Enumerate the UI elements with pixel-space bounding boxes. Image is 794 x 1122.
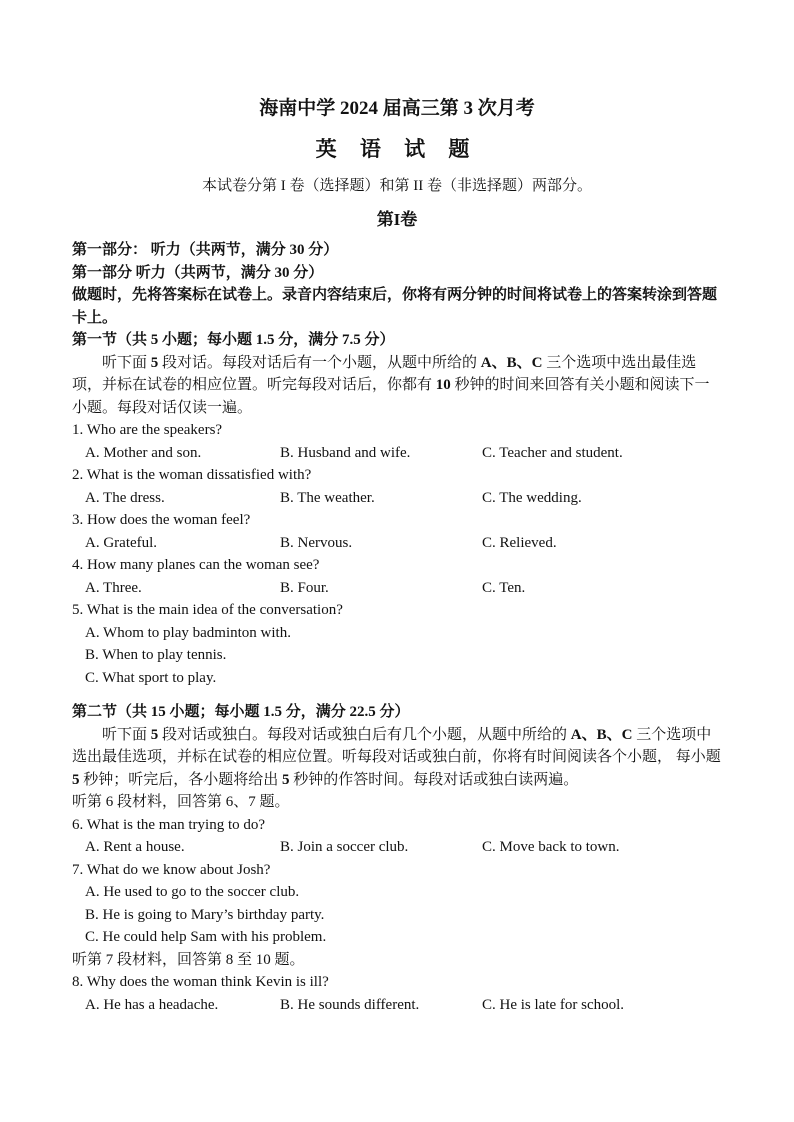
options-group xyxy=(72,836,722,859)
question-block xyxy=(72,814,722,859)
options-group xyxy=(72,994,722,1017)
option-item: A. Rent a house. xyxy=(85,839,185,855)
instruction-segment: 秒钟的时间来回答有关小题和阅读下一小题。每段对话仅读一遍。 xyxy=(72,377,710,416)
question-text: 5. What is the main idea of the conversation? xyxy=(72,602,343,618)
options-group xyxy=(72,881,722,949)
instruction-segment: 听下面 xyxy=(102,354,151,371)
material-cue-line: 听第 6 段材料，回答第 6、7 题。 xyxy=(72,794,290,810)
options-group xyxy=(72,487,722,510)
option-item: A. He has a headache. xyxy=(85,996,219,1013)
question-block xyxy=(72,971,722,1016)
question-text: 4. How many planes can the woman see? xyxy=(72,557,320,573)
material-cue-line: 听第 7 段材料，回答第 8 至 10 题。 xyxy=(72,951,305,968)
question-text: 1. Who are the speakers? xyxy=(72,422,223,438)
option-item: A. Three. xyxy=(85,579,142,596)
section-heading: 第二节（共 15 小题；每小题 1.5 分，满分 22.5 分） xyxy=(72,704,410,720)
question-block xyxy=(72,859,722,949)
option-item: A. He used to go to the soccer club. xyxy=(85,884,300,900)
options-group xyxy=(72,532,722,555)
option-item: C. Move back to town. xyxy=(482,839,620,855)
question-text: 6. What is the man trying to do? xyxy=(72,816,266,833)
instruction-segment: 段对话或独白。每段对话或独白后有几个小题，从题中所给的 xyxy=(158,726,571,743)
instruction-segment: 三个选项中选出最佳选项，并标在试卷的相应位置。听每段对话或独白前，你将有时间阅读各个小题， 每小题 xyxy=(72,726,721,765)
question-text: 7. What do we know about Josh? xyxy=(72,861,271,878)
question-block xyxy=(72,419,722,464)
option-item: B. He sounds different. xyxy=(280,996,420,1013)
paper-structure-note: 本试卷分第 I 卷（选择题）和第 II 卷（非选择题）两部分。 xyxy=(202,178,592,194)
instruction-segment-bold: A、B、C xyxy=(480,354,543,371)
option-item: C. Teacher and student. xyxy=(482,444,623,461)
volume-heading: 第I卷 xyxy=(376,210,418,229)
option-item: C. Relieved. xyxy=(482,534,557,551)
question-text: 8. Why does the woman think Kevin is ill? xyxy=(72,974,329,990)
exam-title: 海南中学 2024 届高三第 3 次月考 xyxy=(259,98,535,119)
option-item: A. Grateful. xyxy=(85,534,158,551)
section-heading: 第一部分： 听力（共两节，满分 30 分） xyxy=(72,242,339,258)
instruction-segment: 三个选项中选出最佳选项，并标在试卷的相应位置。听完每段对话后，你都有 xyxy=(72,354,697,393)
options-group xyxy=(72,442,722,465)
question-block xyxy=(72,464,722,509)
question-text: 3. How does the woman feel? xyxy=(72,512,251,528)
option-item: A. The dress. xyxy=(85,489,165,506)
instruction-segment-bold: 5 xyxy=(72,771,80,788)
option-item: A. Mother and son. xyxy=(85,444,202,461)
option-item: B. Four. xyxy=(280,579,329,596)
option-item: B. Husband and wife. xyxy=(280,444,411,461)
instruction-segment: 段对话。每段对话后有一个小题，从题中所给的 xyxy=(158,354,481,371)
instruction-segment: 秒钟；听完后，各小题将给出 xyxy=(79,771,283,788)
section-heading: 第一节（共 5 小题；每小题 1.5 分，满分 7.5 分） xyxy=(72,332,395,348)
instruction-segment-bold: 10 xyxy=(435,377,451,393)
instruction-segment-bold: 5 xyxy=(282,771,290,788)
option-item: C. Ten. xyxy=(482,579,526,596)
question-block xyxy=(72,599,722,689)
option-item: B. He is going to Mary’s birthday party. xyxy=(85,906,325,923)
option-item: C. What sport to play. xyxy=(85,669,217,686)
options-group xyxy=(72,577,722,600)
option-item: C. The wedding. xyxy=(482,489,582,506)
option-item: C. He is late for school. xyxy=(482,996,625,1013)
bold-instruction-paragraph: 做题时，先将答案标在试卷上。录音内容结束后，你将有两分钟的时间将试卷上的答案转涂到答题卡上。 xyxy=(72,287,718,326)
instruction-segment: 秒钟的作答时间。每段对话或独白读两遍。 xyxy=(289,771,579,788)
options-group xyxy=(72,622,722,690)
instruction-segment-bold: 5 xyxy=(150,726,159,743)
option-item: B. When to play tennis. xyxy=(85,647,227,663)
question-block xyxy=(72,554,722,599)
option-item: B. Nervous. xyxy=(280,534,353,551)
question-block xyxy=(72,509,722,554)
instruction-paragraph xyxy=(72,724,722,792)
option-item: B. Join a soccer club. xyxy=(280,839,409,855)
option-item: B. The weather. xyxy=(280,489,375,506)
subject-title: 英 语 试 题 xyxy=(315,137,479,161)
instruction-segment: 听下面 xyxy=(102,726,151,743)
section-heading: 第一部分 听力（共两节，满分 30 分） xyxy=(72,264,324,281)
question-text: 2. What is the woman dissatisfied with? xyxy=(72,467,312,483)
exam-body xyxy=(72,239,722,1016)
option-item: A. Whom to play badminton with. xyxy=(85,624,291,641)
instruction-segment-bold: 5 xyxy=(150,354,159,371)
instruction-segment-bold: A、B、C xyxy=(570,726,633,743)
option-item: C. He could help Sam with his problem. xyxy=(85,929,327,945)
instruction-paragraph xyxy=(72,352,722,420)
